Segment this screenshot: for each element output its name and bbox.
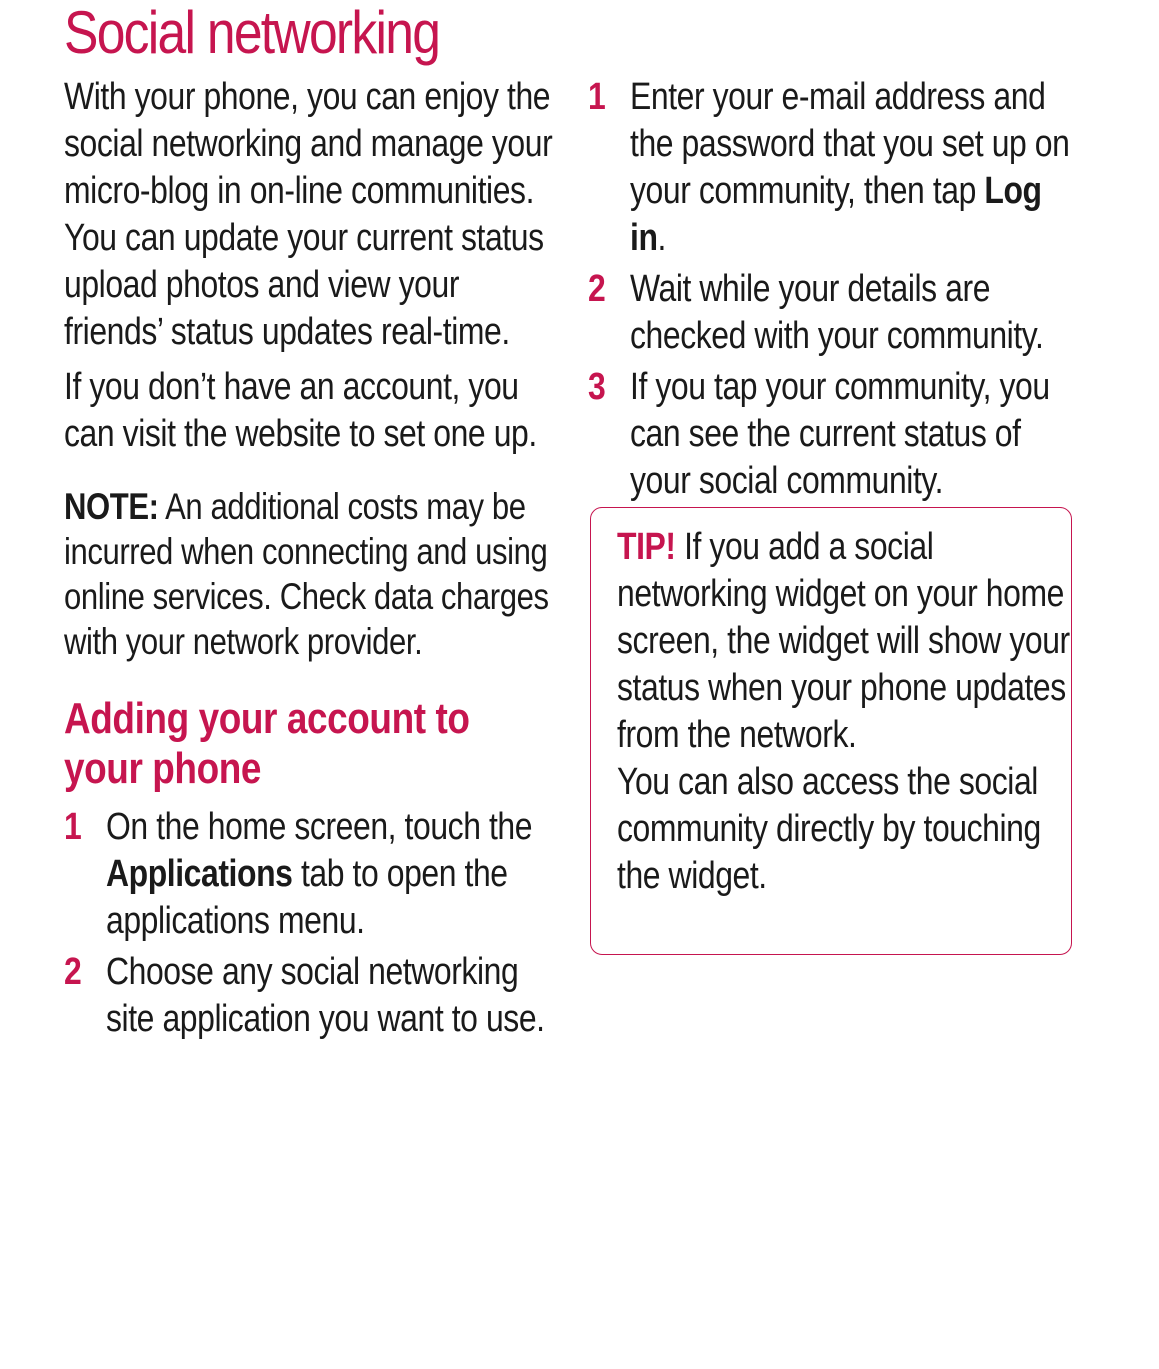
tip-content [617, 524, 1159, 900]
note-paragraph [64, 484, 555, 664]
page-title: Social networking [64, 0, 440, 66]
step-number: 2 [588, 268, 606, 310]
right-column-content [588, 74, 1079, 505]
step-text: On the home screen, touch the [106, 806, 533, 848]
step-item [64, 804, 555, 945]
tip-paragraph [617, 524, 1087, 759]
step-number: 2 [64, 951, 82, 993]
tip-paragraph-2: You can also access the social community directly by touching the widget. [617, 761, 1041, 897]
steps-list-left [64, 804, 555, 1043]
no-account-paragraph: If you don’t have an account, you can visit the website to set one up. [64, 366, 537, 455]
right-column [588, 74, 1078, 505]
step-text: Choose any social networking site application you want to use. [106, 951, 545, 1040]
left-column-content [64, 74, 555, 1043]
note-label: NOTE: [64, 486, 159, 527]
tip-box [590, 507, 1072, 955]
note-text: An additional costs may be incurred when connecting and using online services. Check data charges with your network provider. [64, 486, 549, 662]
tip-text-block [617, 524, 1087, 900]
intro-paragraph: With your phone, you can enjoy the social networking and manage your micro-blog in on-line communities. You can update your current status upload photos and view your friends’ status updates real-time. [64, 76, 553, 353]
left-column [64, 74, 554, 1043]
section-title: Adding your account to your phone [64, 694, 470, 793]
applications-label: Applications [106, 853, 293, 895]
tip-text: If you add a social networking widget on your home screen, the widget will show your status when your phone updates from the network. [617, 526, 1070, 756]
step-item [588, 74, 1079, 262]
step-item [64, 949, 555, 1043]
step-text: If you tap your community, you can see the current status of your social community. [630, 366, 1050, 502]
log-in-label: Log in [630, 170, 1042, 259]
step-text: Wait while your details are checked with your community. [630, 268, 1044, 357]
step-item [588, 266, 1079, 360]
step-item [588, 364, 1079, 505]
step-number: 1 [588, 76, 606, 118]
step-text: Enter your e-mail address and the password that you set up on your community, then tap [630, 76, 1070, 212]
step-number: 1 [64, 806, 82, 848]
steps-list-right [588, 74, 1079, 505]
tip-label: TIP! [617, 526, 676, 568]
step-text-cont: . [657, 217, 666, 259]
step-number: 3 [588, 366, 606, 408]
step-text-cont: tab to open the applications menu. [106, 853, 508, 942]
